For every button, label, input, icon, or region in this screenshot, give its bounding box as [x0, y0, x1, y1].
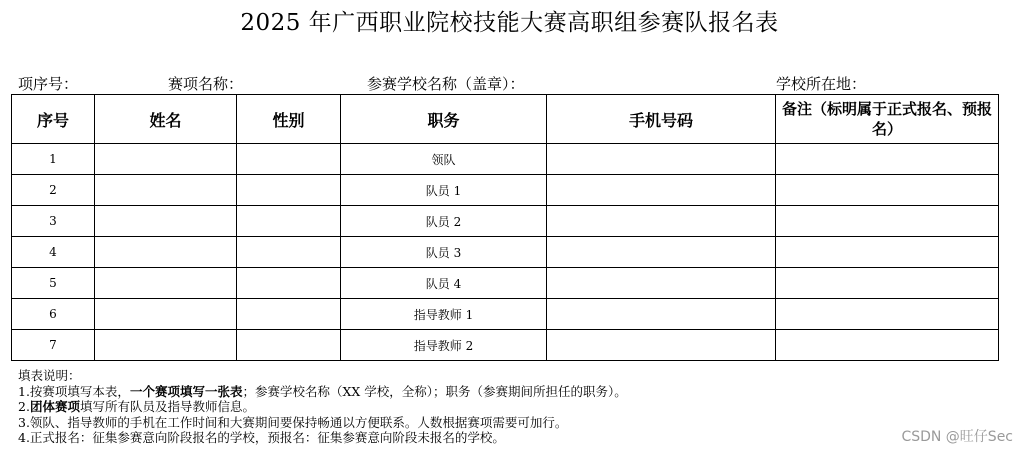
name-cell[interactable] [95, 175, 237, 206]
name-cell[interactable] [95, 330, 237, 361]
header-phone: 手机号码 [547, 95, 776, 144]
table-header-row [12, 95, 999, 144]
remark-cell[interactable] [776, 206, 999, 237]
phone-cell[interactable] [547, 206, 776, 237]
instruction-line-4: 4.正式报名：征集参赛意向阶段报名的学校，预报名：征集参赛意向阶段未报名的学校。 [18, 430, 505, 445]
school-name-label: 参赛学校名称（盖章）： [367, 75, 525, 93]
instruction-text: ；参赛学校名称（XX 学校，全称）；职务（参赛期间所担任的职务）。 [242, 383, 627, 399]
remark-cell[interactable] [776, 175, 999, 206]
serial-no-cell: 7 [12, 330, 95, 361]
table-row [12, 330, 999, 361]
remark-cell[interactable] [776, 144, 999, 175]
name-cell[interactable] [95, 237, 237, 268]
instruction-emphasis: 团体赛项 [29, 399, 80, 414]
role-cell: 指导教师 2 [341, 330, 547, 361]
gender-cell[interactable] [237, 237, 341, 268]
instruction-text: 填写所有队员及指导教师信息。 [79, 399, 255, 414]
serial-no-cell: 4 [12, 237, 95, 268]
instruction-emphasis: 一个赛项填写一张表 [129, 383, 243, 399]
role-cell: 领队 [341, 144, 547, 175]
role-cell: 队员 2 [341, 206, 547, 237]
instruction-line-3: 3.领队、指导教师的手机在工作时间和大赛期间要保持畅通以方便联系。人数根据赛项需要可加行。 [18, 414, 568, 430]
instruction-text: 2. [18, 399, 30, 414]
header-gender: 性别 [237, 95, 341, 144]
school-location-label: 学校所在地： [776, 75, 867, 93]
gender-cell[interactable] [237, 206, 341, 237]
remark-cell[interactable] [776, 268, 999, 299]
serial-no-cell: 2 [12, 175, 95, 206]
role-cell: 队员 1 [341, 175, 547, 206]
remark-cell[interactable] [776, 330, 999, 361]
gender-cell[interactable] [237, 268, 341, 299]
serial-no-cell: 5 [12, 268, 95, 299]
instruction-line-2 [18, 399, 627, 415]
instructions-heading: 填表说明： [18, 368, 81, 383]
phone-cell[interactable] [547, 299, 776, 330]
phone-cell[interactable] [547, 144, 776, 175]
serial-no-cell: 3 [12, 206, 95, 237]
table-row [12, 175, 999, 206]
form-title: 2025 年广西职业院校技能大赛高职组参赛队报名表 [240, 10, 779, 36]
role-cell: 队员 4 [341, 268, 547, 299]
role-cell: 指导教师 1 [341, 299, 547, 330]
serial-no-cell: 1 [12, 144, 95, 175]
table-row [12, 144, 999, 175]
table-row [12, 299, 999, 330]
serial-no-cell: 6 [12, 299, 95, 330]
watermark: CSDN @旺仔Sec [901, 429, 1013, 445]
gender-cell[interactable] [237, 144, 341, 175]
table-row [12, 237, 999, 268]
table-row [12, 268, 999, 299]
item-name-label: 赛项名称： [168, 75, 244, 93]
name-cell[interactable] [95, 206, 237, 237]
phone-cell[interactable] [547, 330, 776, 361]
instruction-text: 1.按赛项填写本表， [18, 383, 130, 399]
header-role: 职务 [341, 95, 547, 144]
phone-cell[interactable] [547, 268, 776, 299]
table-row [12, 206, 999, 237]
header-serial-no: 序号 [12, 95, 95, 144]
role-cell: 队员 3 [341, 237, 547, 268]
remark-cell[interactable] [776, 237, 999, 268]
header-remark: 备注（标明属于正式报名、预报名） [776, 95, 999, 144]
header-name: 姓名 [95, 95, 237, 144]
name-cell[interactable] [95, 299, 237, 330]
name-cell[interactable] [95, 144, 237, 175]
gender-cell[interactable] [237, 175, 341, 206]
gender-cell[interactable] [237, 299, 341, 330]
instruction-line-1 [18, 384, 627, 400]
phone-cell[interactable] [547, 175, 776, 206]
name-cell[interactable] [95, 268, 237, 299]
filling-instructions [18, 368, 627, 446]
item-number-label: 项序号： [18, 75, 79, 93]
gender-cell[interactable] [237, 330, 341, 361]
phone-cell[interactable] [547, 237, 776, 268]
remark-cell[interactable] [776, 299, 999, 330]
registration-table [11, 94, 999, 361]
